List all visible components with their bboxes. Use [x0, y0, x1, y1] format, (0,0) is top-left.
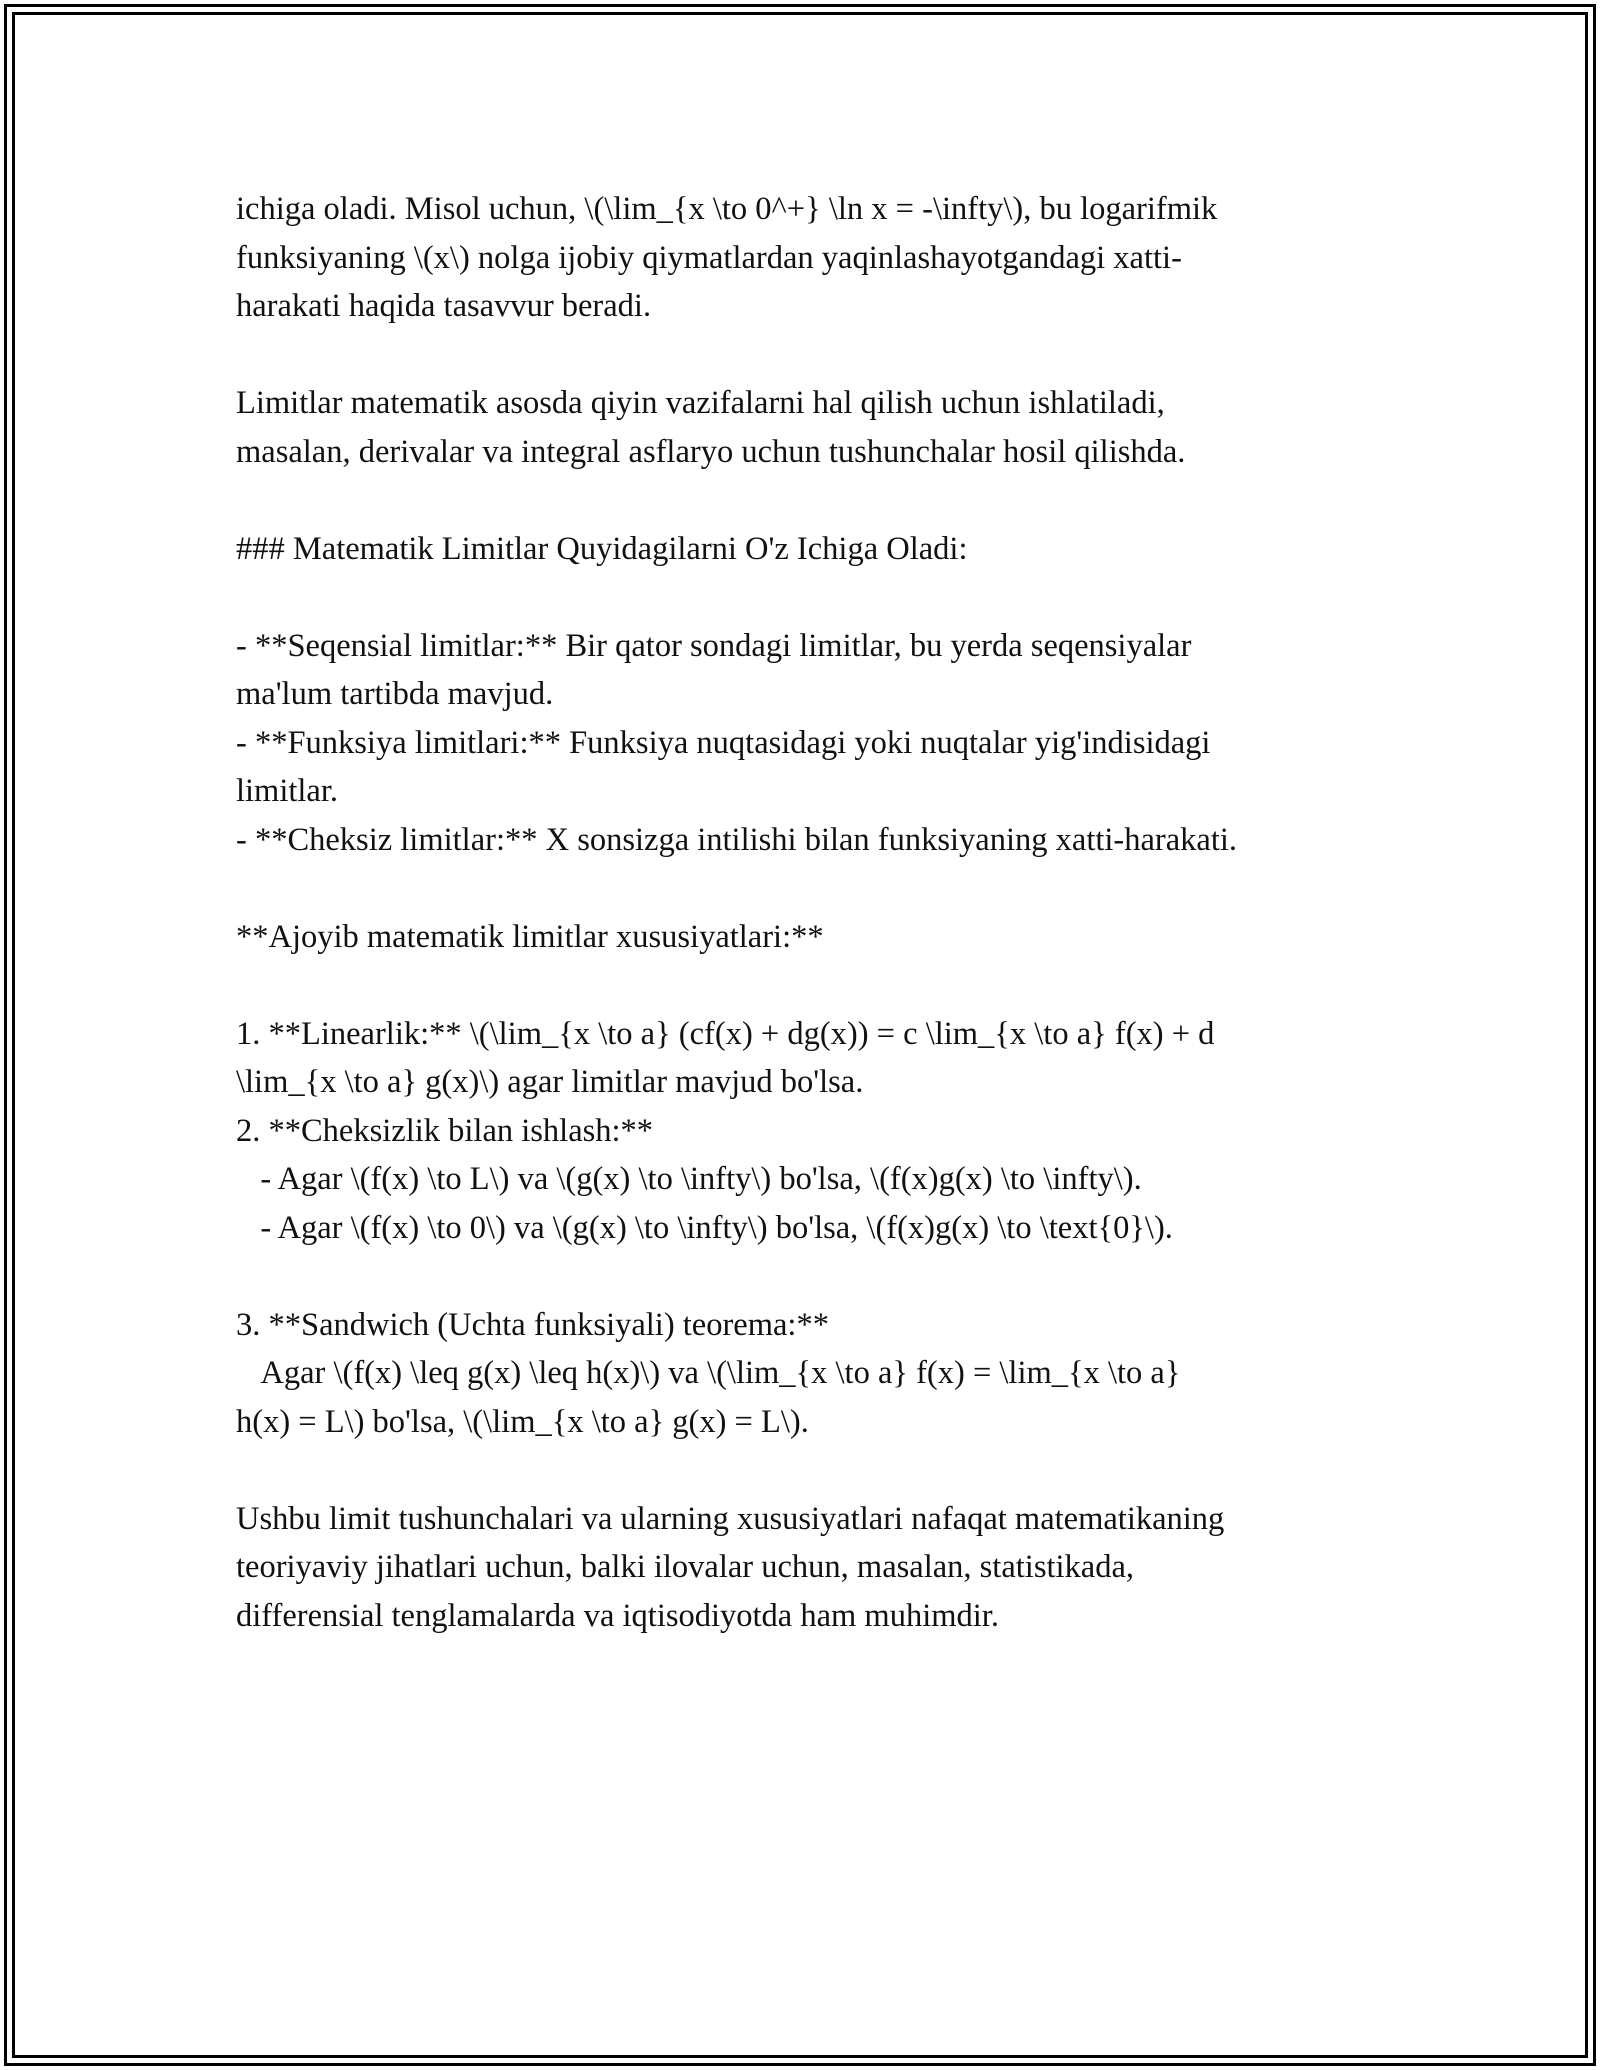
text-line: masalan, derivalar va integral asflaryo uchun tushunchalar hosil qilishda.: [236, 433, 1186, 470]
list-line: 2. **Cheksizlik bilan ishlash:**: [236, 1112, 654, 1149]
paragraph-gap: [236, 573, 1396, 622]
paragraph-gap: [236, 961, 1396, 1010]
list-line: h(x) = L\) bo'lsa, \(\lim_{x \to a} g(x) = L\).: [236, 1403, 809, 1440]
list-line: - Agar \(f(x) \to 0\) va \(g(x) \to \infty\) bo'lsa, \(f(x)g(x) \to \text{0}\).: [236, 1209, 1173, 1246]
paragraph-gap: [236, 1252, 1396, 1301]
text-line: funksiyaning \(x\) nolga ijobiy qiymatlardan yaqinlashayotgandagi xatti-: [236, 239, 1182, 276]
text-line: harakati haqida tasavvur beradi.: [236, 288, 652, 324]
list-line: \lim_{x \to a} g(x)\) agar limitlar mavjud bo'lsa.: [236, 1064, 864, 1100]
bullet-line: limitlar.: [236, 773, 339, 809]
paragraph-gap: [236, 476, 1396, 525]
list-line: 1. **Linearlik:** \(\lim_{x \to a} (cf(x) + dg(x)) = c \lim_{x \to a} f(x) + d: [236, 1015, 1215, 1052]
list-line: 3. **Sandwich (Uchta funksiyali) teorema:**: [236, 1306, 829, 1343]
text-line: differensial tenglamalarda va iqtisodiyotda ham muhimdir.: [236, 1597, 999, 1634]
paragraph-gap: [236, 864, 1396, 913]
paragraph-gap: [236, 331, 1396, 380]
list-line: Agar \(f(x) \leq g(x) \leq h(x)\) va \(\lim_{x \to a} f(x) = \lim_{x \to a}: [236, 1355, 1181, 1391]
bullet-line: - **Seqensial limitlar:** Bir qator sondagi limitlar, bu yerda seqensiyalar: [236, 627, 1192, 664]
paragraph-gap: [236, 1446, 1396, 1495]
text-line: Ushbu limit tushunchalari va ularning xususiyatlari nafaqat matematikaning: [236, 1500, 1225, 1537]
properties-heading: **Ajoyib matematik limitlar xususiyatlari:**: [236, 918, 824, 955]
list-line: - Agar \(f(x) \to L\) va \(g(x) \to \infty\) bo'lsa, \(f(x)g(x) \to \infty\).: [236, 1161, 1142, 1197]
text-line: teoriyaviy jihatlari uchun, balki ilovalar uchun, masalan, statistikada,: [236, 1549, 1135, 1585]
bullet-line: ma'lum tartibda mavjud.: [236, 676, 554, 712]
text-line: ichiga oladi. Misol uchun, \(\lim_{x \to 0^+} \ln x = -\infty\), bu logarifmik: [236, 191, 1218, 227]
document-body: [236, 185, 1396, 1640]
bullet-line: - **Cheksiz limitlar:** X sonsizga intilishi bilan funksiyaning xatti-harakati.: [236, 821, 1238, 858]
section-heading: ### Matematik Limitlar Quyidagilarni O'z Ichiga Oladi:: [236, 530, 968, 567]
text-line: Limitlar matematik asosda qiyin vazifalarni hal qilish uchun ishlatiladi,: [236, 385, 1165, 421]
bullet-line: - **Funksiya limitlari:** Funksiya nuqtasidagi yoki nuqtalar yig'indisidagi: [236, 724, 1211, 761]
